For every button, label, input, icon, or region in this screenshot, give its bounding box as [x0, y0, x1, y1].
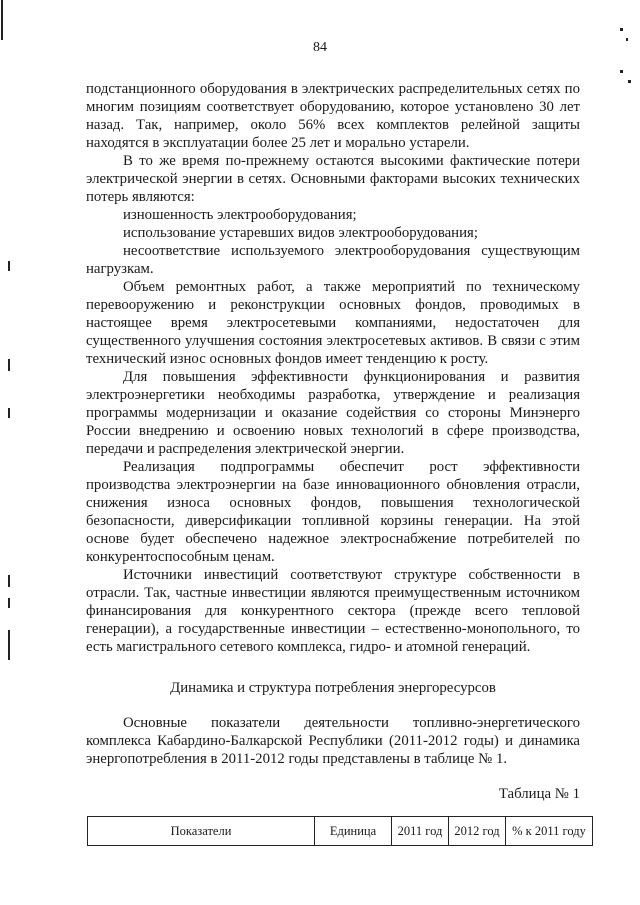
- list-item-outdated: использование устаревших видов электрооборудования;: [123, 225, 478, 241]
- scan-mark-left-1: [8, 261, 10, 271]
- scan-speck-2: [626, 38, 628, 41]
- indicators-table: [87, 816, 593, 846]
- table-header-indicators: Показатели: [88, 817, 315, 846]
- paragraph-subprogram: Реализация подпрограммы обеспечит рост эффективности производства электроэнергии на базе инновационного обновления отрасли, снижения износа основных фондов, повышения технологической безопасности, диверсификации топливной корзины генерации. На этой основе будет обеспечено надежное электроснабжение потребителей по конкурентоспособным ценам.: [86, 459, 580, 565]
- table-header-percent: % к 2011 году: [506, 817, 593, 846]
- paragraph-efficiency: Для повышения эффективности функционирования и развития электроэнергетики необходимы разработка, утверждение и реализация программы модернизации и оказание содействия со стороны Минэнерго России внедрению и освоению новых технологий в сфере производства, передачи и распределения электрической энергии.: [86, 369, 580, 457]
- body-text: [86, 80, 580, 656]
- table-header-row: [88, 817, 593, 846]
- paragraph-continuation: подстанционного оборудования в электрических распределительных сетях по многим позициям соответствует оборудованию, которое установлено 30 лет назад. Так, например, около 56% всех комплектов релейной защиты находятся в эксплуатации более 25 лет и морально устарели.: [86, 81, 580, 151]
- scan-mark-left-top: [1, 0, 3, 40]
- section-heading: Динамика и структура потребления энергоресурсов: [170, 680, 496, 696]
- scan-mark-left-3: [8, 408, 10, 418]
- intro-block: [86, 714, 580, 768]
- list-item-mismatch: несоответствие используемого электрооборудования существующим нагрузкам.: [86, 243, 580, 277]
- scan-speck-4: [628, 80, 631, 83]
- table-header-2011: 2011 год: [392, 817, 449, 846]
- list-item-wear: изношенность электрооборудования;: [123, 207, 357, 223]
- paragraph-repairs: Объем ремонтных работ, а также мероприятий по техническому перевооружению и реконструкции основных фондов, проводимых в настоящее время электросетевыми компаниями, недостаточен для существенного улучшения состояния электросетевых активов. В связи с этим технический износ основных фондов имеет тенденцию к росту.: [86, 279, 580, 367]
- paragraph-investments: Источники инвестиций соответствуют структуре собственности в отрасли. Так, частные инвестиции являются преимущественным источником финансирования для конкурентного сектора (прежде всего тепловой генерации), а государственные инвестиции – естественно-монопольного, то есть магистрального сетевого комплекса, гидро- и атомной генераций.: [86, 567, 580, 655]
- scan-speck-1: [620, 28, 623, 31]
- table-header-unit: Единица: [315, 817, 392, 846]
- table-caption: Таблица № 1: [498, 786, 580, 802]
- scan-mark-left-2: [8, 359, 10, 371]
- intro-paragraph: Основные показатели деятельности топливно-энергетического комплекса Кабардино-Балкарской Республики (2011-2012 годы) и динамика энергопотребления в 2011-2012 годы представлены в таблице № 1.: [86, 715, 580, 767]
- scan-mark-left-5: [8, 598, 10, 608]
- page-number: 84: [313, 40, 327, 55]
- scan-mark-left-4: [8, 575, 10, 587]
- paragraph-losses: В то же время по-прежнему остаются высокими фактические потери электрической энергии в сетях. Основными факторами высоких технических потерь являются:: [86, 153, 580, 205]
- table-header-2012: 2012 год: [449, 817, 506, 846]
- scan-mark-left-6: [8, 630, 10, 660]
- scan-speck-3: [620, 70, 623, 73]
